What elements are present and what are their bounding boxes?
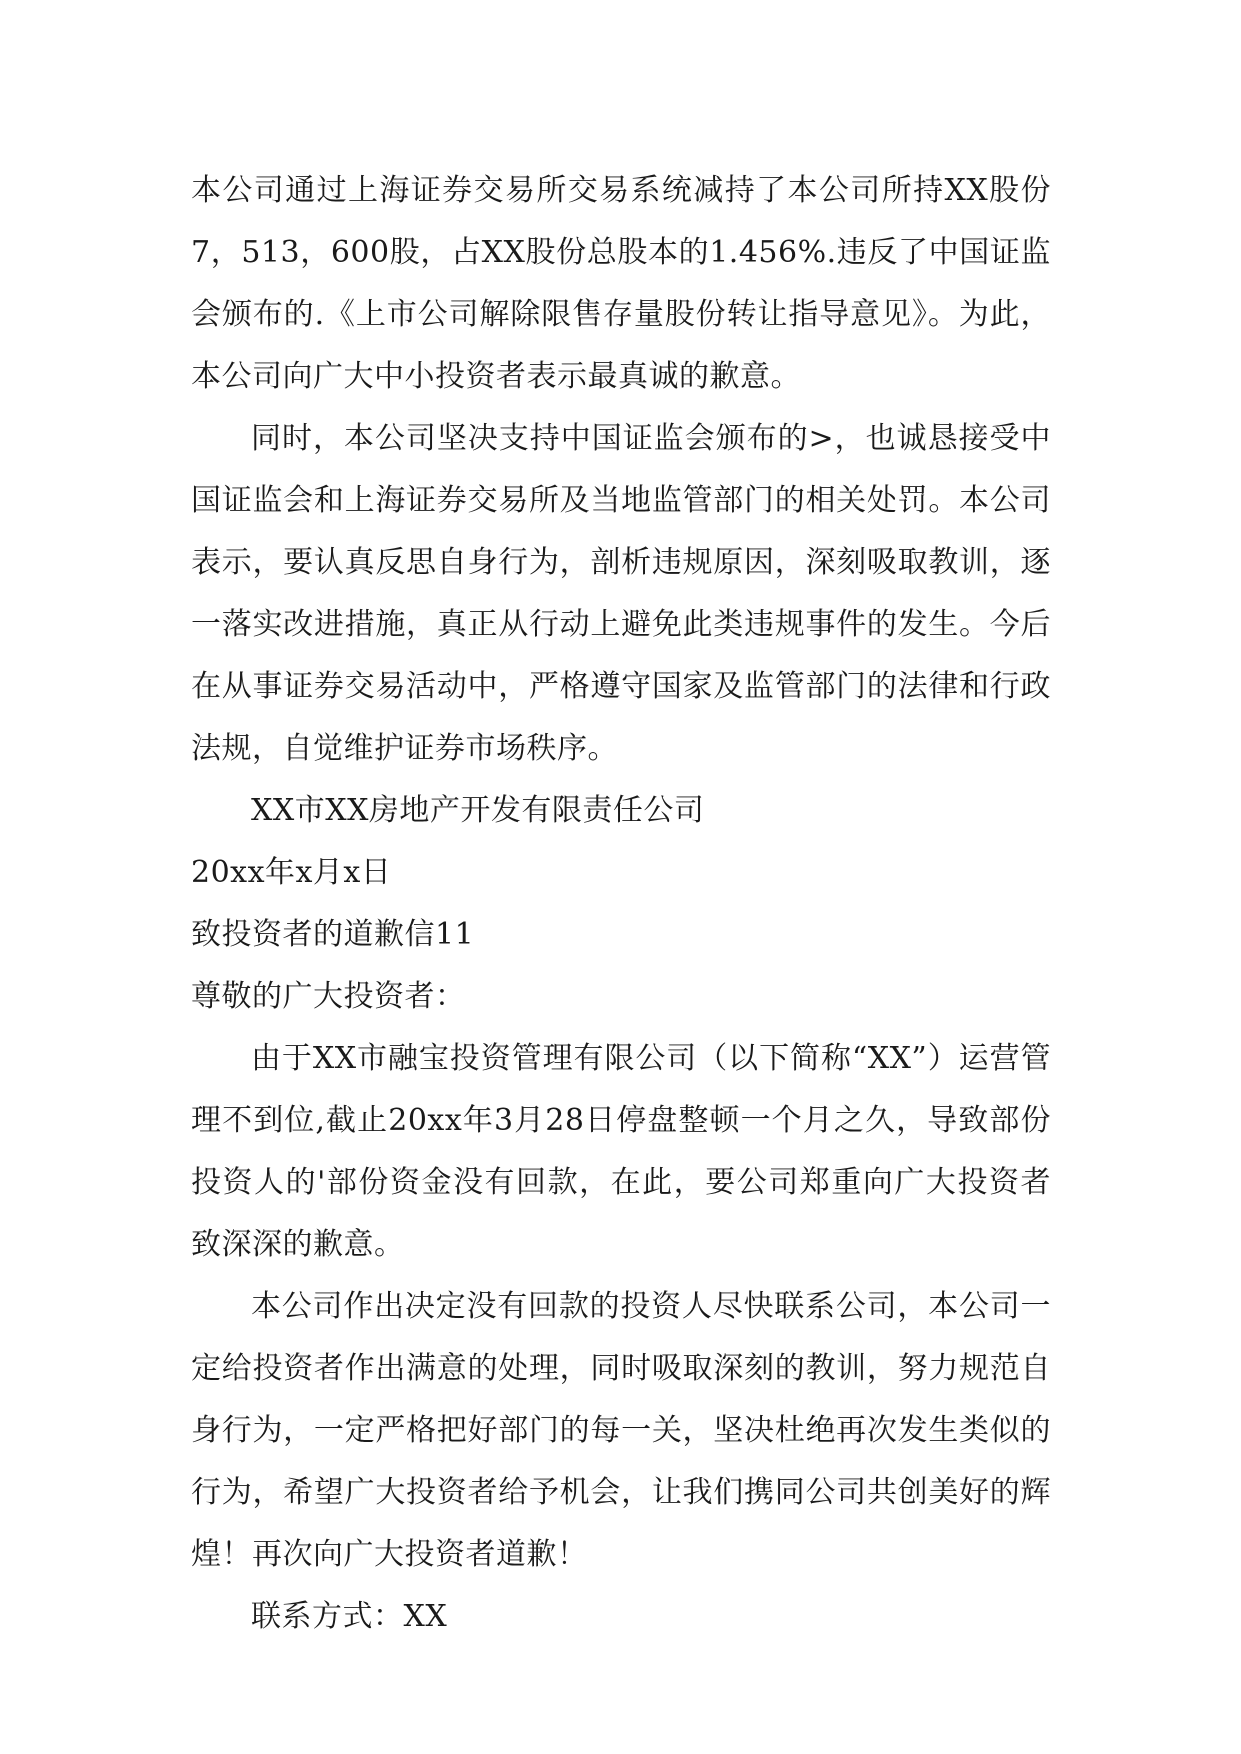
letter-salutation: 尊敬的广大投资者： [191, 979, 466, 1014]
document-body [191, 160, 1051, 1648]
paragraph-reduction-disclosure: 本公司通过上海证券交易所交易系统减持了本公司所持XX股份7，513，600股，占XX股份总股本的1.456%.违反了中国证监会颁布的.《上市公司解除限售存量股份转让指导意见》。为此，本公司向广大中小投资者表示最真诚的歉意。 [191, 173, 1051, 394]
signature-company: XX市XX房地产开发有限责任公司 [251, 793, 705, 828]
letter-title: 致投资者的道歉信11 [191, 917, 475, 952]
contact-info: 联系方式：XX [251, 1599, 448, 1634]
paragraph-resolution: 本公司作出决定没有回款的投资人尽快联系公司，本公司一定给投资者作出满意的处理，同时吸取深刻的教训，努力规范自身行为，一定严格把好部门的每一关，坚决杜绝再次发生类似的行为，希望广大投资者给予机会，让我们携同公司共创美好的辉煌！再次向广大投资者道歉！ [191, 1289, 1051, 1572]
signature-date: 20xx年x月x日 [191, 855, 392, 890]
paragraph-apology: 由于XX市融宝投资管理有限公司（以下简称“XX”）运营管理不到位,截止20xx年3月28日停盘整顿一个月之久，导致部份投资人的'部份资金没有回款，在此，要公司郑重向广大投资者致深深的歉意。 [191, 1041, 1051, 1262]
paragraph-commitment: 同时，本公司坚决支持中国证监会颁布的>，也诚恳接受中国证监会和上海证券交易所及当地监管部门的相关处罚。本公司表示，要认真反思自身行为，剖析违规原因，深刻吸取教训，逐一落实改进措施，真正从行动上避免此类违规事件的发生。今后在从事证券交易活动中，严格遵守国家及监管部门的法律和行政法规，自觉维护证券市场秩序。 [191, 421, 1051, 766]
